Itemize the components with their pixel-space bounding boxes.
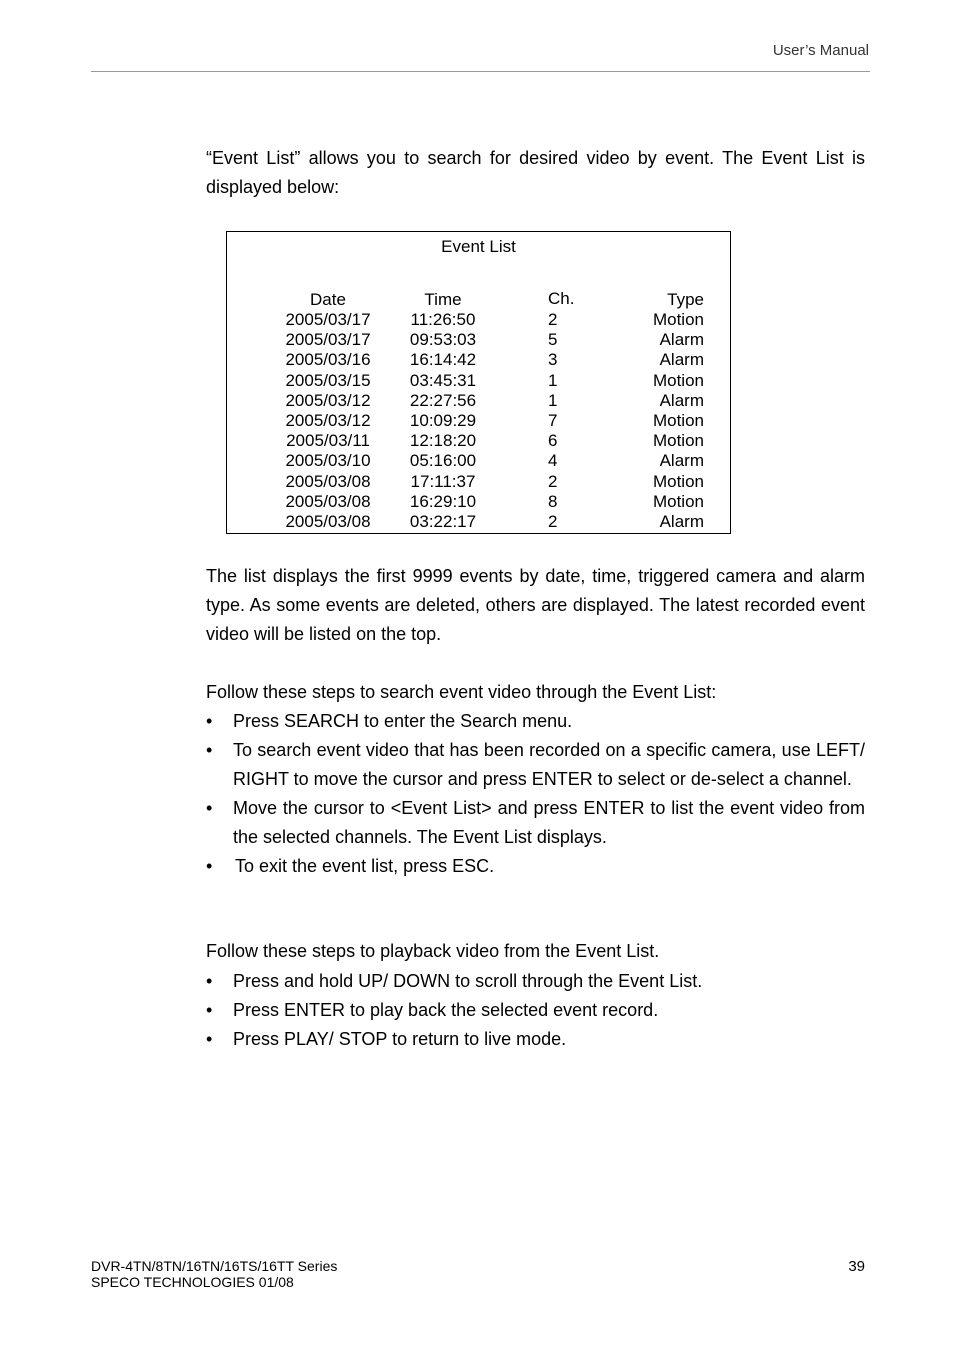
table-row — [227, 350, 730, 370]
list-item — [206, 967, 865, 996]
cell-time: 12:18:20 — [409, 431, 477, 451]
page-number: 39 — [848, 1258, 865, 1275]
cell-type: Alarm — [659, 512, 704, 531]
table-row — [227, 411, 730, 431]
footer-series: DVR-4TN/8TN/16TN/16TS/16TT Series — [91, 1258, 338, 1274]
event-list-title: Event List — [441, 237, 516, 256]
playback-steps-intro: Follow these steps to playback video from the Event List. — [206, 941, 660, 961]
list-item — [206, 707, 865, 736]
list-item — [206, 736, 865, 794]
cell-type: Alarm — [659, 330, 704, 350]
list-item — [206, 996, 865, 1025]
cell-channel: 2 — [548, 512, 558, 531]
footer-company: SPECO TECHNOLOGIES 01/08 — [91, 1274, 294, 1290]
list-item-text: Press SEARCH to enter the Search menu. — [233, 711, 573, 731]
cell-date: 2005/03/08 — [285, 471, 371, 491]
cell-date: 2005/03/08 — [285, 512, 371, 531]
cell-date: 2005/03/17 — [285, 310, 371, 329]
list-item — [206, 1025, 865, 1054]
cell-type: Motion — [652, 370, 704, 390]
cell-time: 09:53:03 — [409, 330, 477, 350]
table-row — [227, 431, 730, 451]
list-item-text: Press PLAY/ STOP to return to live mode. — [233, 1029, 567, 1049]
bullet-icon: • — [206, 798, 213, 818]
bullet-icon: • — [206, 740, 213, 760]
list-item-text: Press ENTER to play back the selected event record. — [233, 1000, 659, 1020]
playback-steps-list — [206, 967, 865, 1054]
bullet-icon: • — [206, 711, 213, 731]
cell-channel: 1 — [548, 390, 558, 410]
event-list-table — [226, 231, 731, 534]
table-row — [227, 492, 730, 512]
list-item-text: Press and hold UP/ DOWN to scroll through the Event List. — [233, 971, 703, 991]
header-divider — [91, 71, 870, 72]
cell-time: 22:27:56 — [409, 390, 477, 410]
cell-time: 16:29:10 — [409, 491, 477, 511]
cell-channel: 2 — [548, 310, 558, 329]
cell-date: 2005/03/12 — [285, 390, 371, 410]
cell-time: 03:22:17 — [409, 512, 477, 531]
cell-time: 17:11:37 — [410, 471, 476, 491]
footer-product-info — [91, 1258, 337, 1290]
table-row — [227, 371, 730, 391]
cell-time: 11:26:50 — [410, 310, 476, 329]
cell-type: Motion — [652, 411, 704, 430]
cell-channel: 5 — [548, 330, 558, 350]
header-title: User’s Manual — [772, 42, 869, 59]
bullet-icon: • — [206, 971, 213, 991]
table-row — [227, 330, 730, 350]
cell-type: Alarm — [659, 390, 704, 410]
column-header-time: Time — [424, 290, 462, 309]
cell-time: 10:09:29 — [409, 411, 477, 430]
table-row — [227, 472, 730, 492]
cell-date: 2005/03/10 — [285, 451, 371, 471]
column-header-date: Date — [310, 290, 346, 309]
table-row — [227, 512, 730, 532]
cell-type: Alarm — [659, 350, 704, 370]
event-list-header-row — [227, 290, 730, 310]
cell-channel: 6 — [548, 431, 558, 451]
table-row — [227, 391, 730, 411]
cell-type: Motion — [652, 431, 704, 451]
list-item-text: Move the cursor to <Event List> and press ENTER to list the event video from the selected channels. The Event List displays. — [233, 798, 865, 847]
list-item — [206, 852, 865, 881]
cell-channel: 2 — [548, 471, 558, 491]
table-row — [227, 451, 730, 471]
bullet-icon: • — [206, 1029, 213, 1049]
list-item-text: To exit the event list, press ESC. — [235, 856, 495, 876]
cell-channel: 8 — [548, 491, 558, 511]
search-steps-list — [206, 707, 865, 881]
list-item — [206, 794, 865, 852]
column-header-channel: Ch. — [548, 289, 575, 308]
cell-channel: 3 — [548, 350, 558, 370]
column-header-type: Type — [667, 290, 704, 309]
cell-type: Motion — [652, 471, 704, 491]
cell-type: Alarm — [659, 451, 704, 471]
cell-date: 2005/03/11 — [286, 431, 370, 451]
cell-time: 16:14:42 — [409, 350, 477, 370]
table-row — [227, 310, 730, 330]
cell-time: 03:45:31 — [409, 370, 477, 390]
cell-date: 2005/03/16 — [285, 350, 371, 370]
search-steps-intro: Follow these steps to search event video through the Event List: — [206, 682, 717, 702]
cell-channel: 4 — [548, 451, 558, 471]
cell-date: 2005/03/17 — [285, 330, 371, 350]
cell-date: 2005/03/08 — [285, 491, 371, 511]
list-item-text: To search event video that has been recorded on a specific camera, use LEFT/ RIGHT to move the cursor and press ENTER to select or de-select a channel. — [233, 740, 865, 789]
list-description-paragraph: The list displays the first 9999 events by date, time, triggered camera and alarm type. As some events are deleted, others are displayed. The latest recorded event video will be listed on the top. — [206, 566, 865, 644]
cell-date: 2005/03/15 — [285, 370, 371, 390]
cell-type: Motion — [652, 310, 704, 329]
cell-type: Motion — [652, 491, 704, 511]
cell-channel: 7 — [548, 411, 558, 430]
cell-date: 2005/03/12 — [285, 411, 371, 430]
bullet-icon: • — [206, 1000, 213, 1020]
cell-channel: 1 — [548, 370, 558, 390]
intro-paragraph: “Event List” allows you to search for desired video by event. The Event List is displayed below: — [206, 148, 865, 197]
bullet-icon: • — [206, 856, 213, 876]
cell-time: 05:16:00 — [409, 451, 477, 471]
